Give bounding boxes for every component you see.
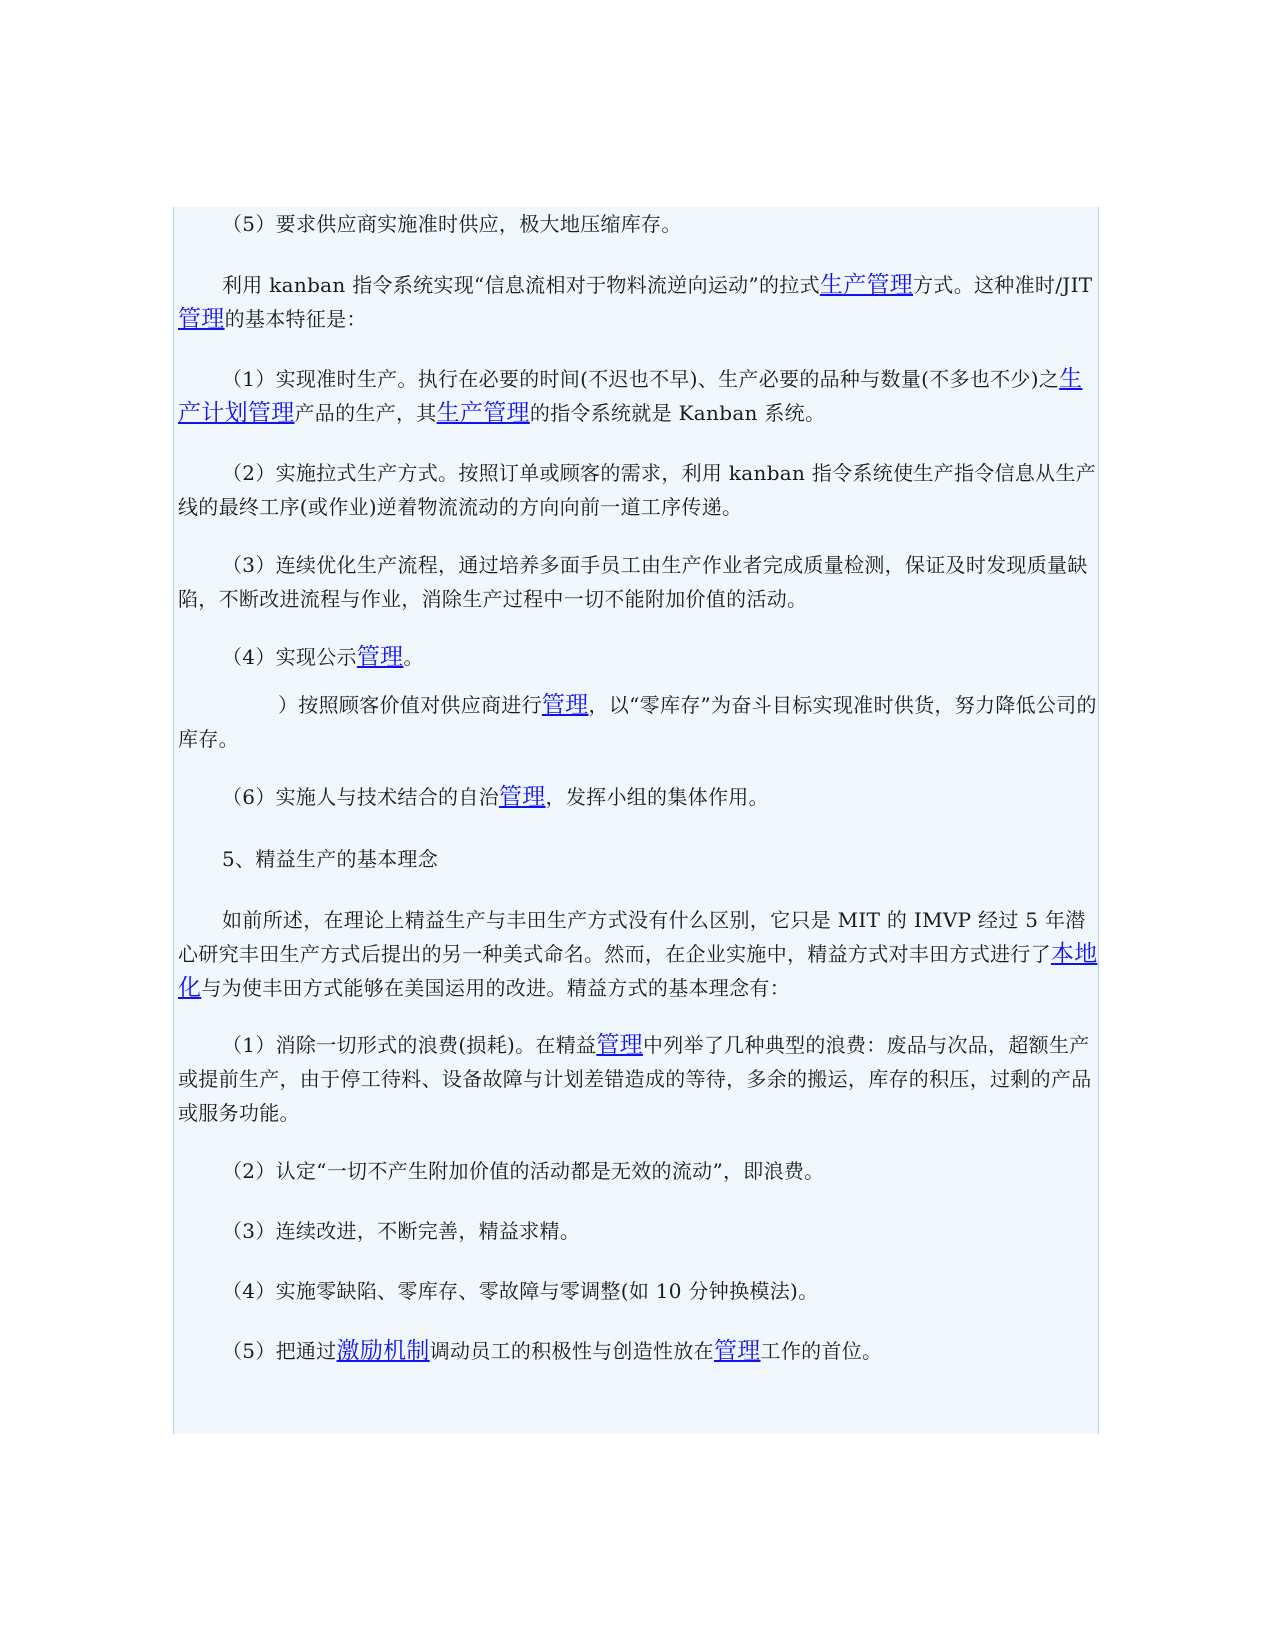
link-management[interactable]: 管理	[596, 1032, 643, 1058]
link-management[interactable]: 管理	[541, 692, 589, 718]
paragraph-lean-5: （5）把通过激励机制调动员工的积极性与创造性放在管理工作的首位。	[222, 1338, 883, 1364]
paragraph-lean-4: （4）实施零缺陷、零库存、零故障与零调整(如 10 分钟换模法)。	[222, 1279, 819, 1303]
paragraph-kanban-intro: 利用 kanban 指令系统实现“信息流相对于物料流逆向运动”的拉式生产管理方式。这种准时/JIT 管理的基本特征是：	[178, 272, 1093, 332]
paragraph-lean-1: （1）消除一切形式的浪费(损耗)。在精益管理中列举了几种典型的浪费：废品与次品，超额生产或提前生产，由于停工待料、设备故障与计划差错造成的等待，多余的搬运，库存的积压，过剩的产品或服务功能。	[178, 1032, 1092, 1125]
paragraph-jit-2: （2）实施拉式生产方式。按照订单或顾客的需求，利用 kanban 指令系统使生产指令信息从生产线的最终工序(或作业)逆着物流流动的方向向前一道工序传递。	[178, 461, 1097, 519]
link-production-management[interactable]: 生产管理	[436, 400, 530, 426]
paragraph-lean-3: （3）连续改进，不断完善，精益求精。	[222, 1219, 581, 1243]
link-production-planning-management[interactable]: 生产计划管理	[178, 366, 1083, 426]
link-production-management[interactable]: 生产管理	[819, 272, 914, 298]
paragraph-jit-5: ）按照顾客价值对供应商进行管理，以“零库存”为奋斗目标实现准时供货，努力降低公司的库存。	[178, 692, 1097, 751]
paragraph-supplier-jit: （5）要求供应商实施准时供应，极大地压缩库存。	[222, 212, 682, 236]
paragraph-jit-4: （4）实现公示管理。	[222, 644, 424, 670]
link-management[interactable]: 管理	[356, 644, 404, 670]
section-heading-lean-concepts: 5、精益生产的基本理念	[222, 847, 439, 871]
link-localization[interactable]: 本地化	[178, 941, 1098, 1001]
paragraph-jit-6: （6）实施人与技术结合的自治管理，发挥小组的集体作用。	[222, 784, 769, 810]
link-management[interactable]: 管理	[178, 306, 225, 332]
paragraph-lean-intro: 如前所述，在理论上精益生产与丰田生产方式没有什么区别，它只是 MIT 的 IMVP 经过 5 年潜心研究丰田生产方式后提出的另一种美式命名。然而，在企业实施中，精益方式对丰田方式进行了本地化与为使丰田方式能够在美国运用的改进。精益方式的基本理念有：	[178, 908, 1098, 1001]
link-management[interactable]: 管理	[713, 1338, 761, 1364]
paragraph-jit-1: （1）实现准时生产。执行在必要的时间(不迟也不早)、生产必要的品种与数量(不多也不少)之生产计划管理产品的生产，其生产管理的指令系统就是 Kanban 系统。	[178, 366, 1083, 426]
link-management[interactable]: 管理	[498, 784, 546, 810]
paragraph-jit-3: （3）连续优化生产流程，通过培养多面手员工由生产作业者完成质量检测，保证及时发现质量缺陷，不断改进流程与作业，消除生产过程中一切不能附加价值的活动。	[178, 553, 1088, 611]
link-incentive-mechanism[interactable]: 激励机制	[336, 1338, 430, 1364]
paragraph-lean-2: （2）认定“一切不产生附加价值的活动都是无效的流动”，即浪费。	[222, 1159, 825, 1183]
